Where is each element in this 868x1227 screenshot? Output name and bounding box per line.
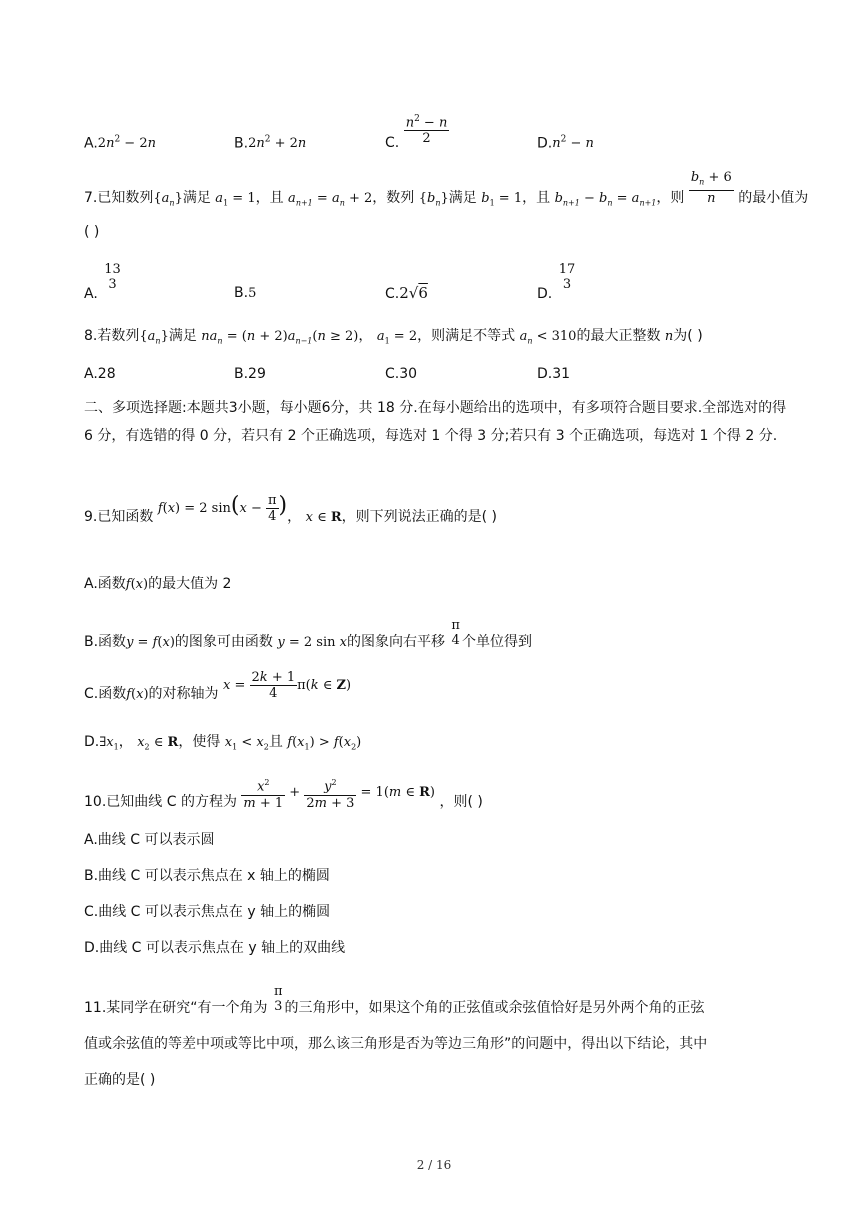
q9-option-d: $D.\exists x_1$， $x_2$ ∈ R，使得 $x_1 < x_2$且 $f(x_1) > f(x_2)$ [84,734,362,752]
q10-option-d: D.曲线 C 可以表示焦点在 y 轴上的双曲线 [84,940,346,956]
q9-option-c: C.函数f(x)的对称轴为 x = $\frac{2k + 1}{4}$ π(k ∈ Z) [84,669,352,702]
q8-option-d: D.31 [537,366,571,382]
q7-option-b: B.5 [234,285,257,301]
q6-option-a: $A.2n^2 - 2n$ [84,135,156,152]
q6-option-c: C. $\frac{n^2 - n}{2}$ [385,114,448,152]
q11-stem-line-3: 正确的是( ) [84,1072,156,1088]
q10-option-c: C.曲线 C 可以表示焦点在 y 轴上的椭圆 [84,904,331,920]
q10-option-b: B.曲线 C 可以表示焦点在 x 轴上的椭圆 [84,868,330,884]
q7-stem: 7.已知数列$\{a_n\}$满足 $a_1 = 1$，且 $a_{n+1} = a_n + 2$，数列 $\{b_n\}$满足 $b_1 = 1$，且 $b_{n+1} - b_n = a_{n+1}$，则 $\frac{b_n + 6}{n}$ 的最小值为 [84,170,809,208]
q7-option-a: A. 13 3 [84,262,121,302]
q6-option-d: $D.n^2 - n$ [537,135,594,152]
q8-option-c: C.30 [385,366,418,382]
q7-option-c: C.2√6 [385,284,428,302]
q10-stem: 10.已知曲线 C 的方程为 $\frac{x^2}{m + 1}$ + $\frac{y^2}{2m + 3}$ = 1(m ∈ R) ，则( ) [84,792,483,812]
q8-option-b: B.29 [234,366,266,382]
q9-option-b: B.函数y = f(x)的图象可由函数 y = 2 sin x的图象向右平移 π 4 个单位得到 [84,618,532,650]
q10-option-a: A.曲线 C 可以表示圆 [84,832,215,848]
q8-option-a: A.28 [84,366,116,382]
q7-answer-paren: ( ) [84,224,100,240]
q11-stem-line-1: 11.某同学在研究“有一个角为 π 3 的三角形中，如果这个角的正弦值或余弦值恰好是另外两个角的正弦 [84,984,705,1016]
q7-option-d: D. 17 3 [537,262,576,302]
page-number: 2 / 16 [416,1158,452,1172]
q9-option-a: A.函数f(x)的最大值为 2 [84,576,232,592]
q6-option-b: $B.2n^2 + 2n$ [234,135,307,152]
section-2-instructions: 二、多项选择题:本题共3小题，每小题6分，共 18 分.在每小题给出的选项中，有多项符合题目要求.全部选对的得 6 分，有选错的得 0 分，若只有 2 个正确选项，每选对 1 个得 3 分;若只有 3 个正确选项，每选对 1 个得 2 分. [84,400,787,444]
q8-stem: 8.若数列$\{a_n\}$满足 $na_n = (n + 2)a_{n-1}(n \ge 2)$， $a_1 = 2$，则满足不等式 $a_n < 310$的最大正整数 n为( ) [84,328,703,346]
q11-stem-line-2: 值或余弦值的等差中项或等比中项，那么该三角形是否为等边三角形”的问题中，得出以下结论，其中 [84,1036,708,1052]
q9-stem: 9.已知函数 f(x) = 2 sin(x − $\frac{\pi}{4}$ )， x ∈ R，则下列说法正确的是( ) [84,492,498,525]
